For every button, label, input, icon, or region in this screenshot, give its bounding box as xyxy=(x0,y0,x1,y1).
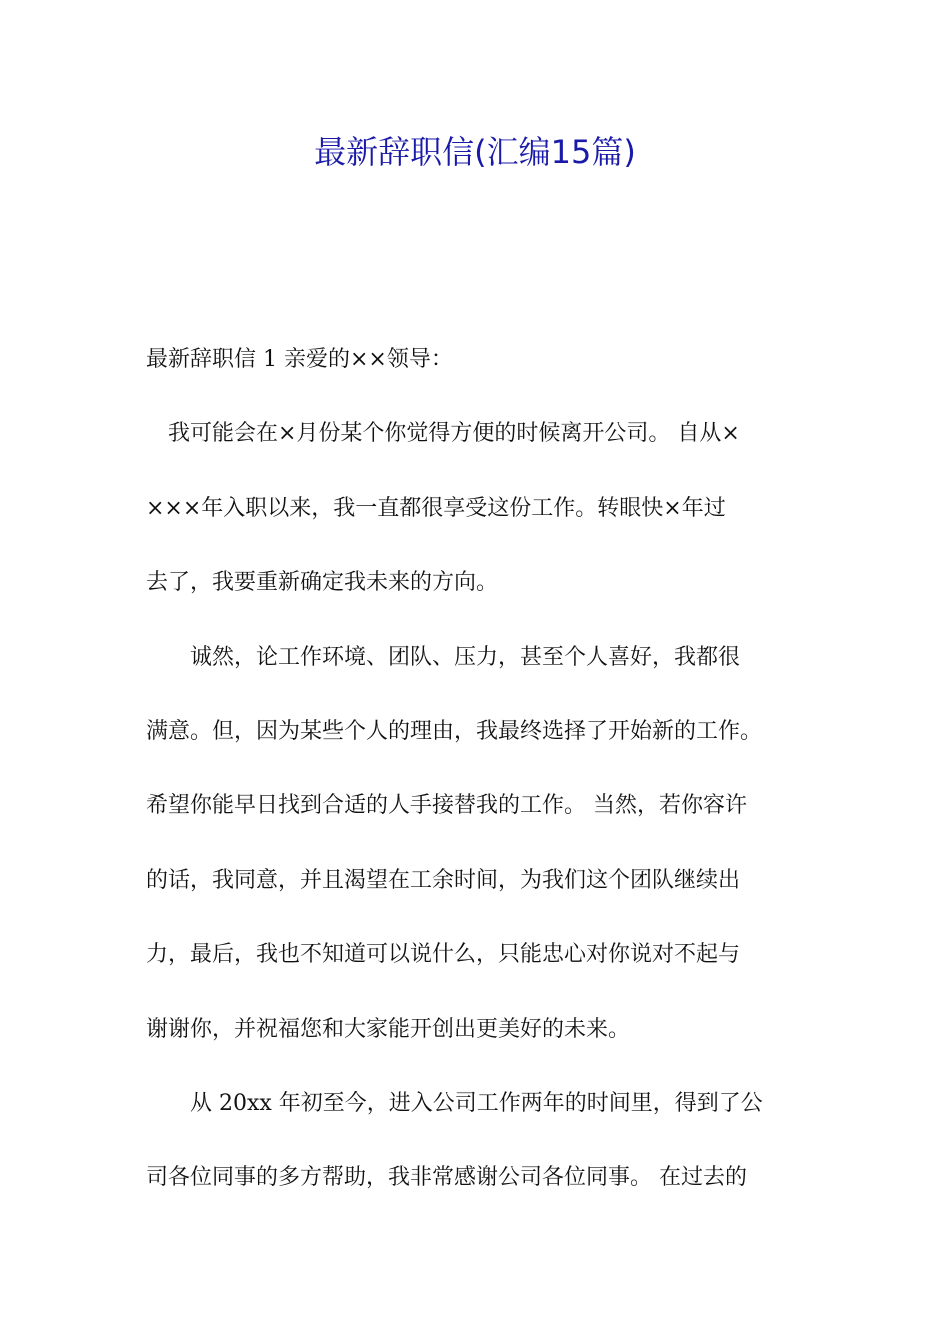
line-text: 去了，我要重新确定我未来的方向。 xyxy=(146,570,499,596)
paragraph-line xyxy=(146,784,816,858)
paragraph-line xyxy=(146,487,816,561)
line-text: 我可能会在×月份某个你觉得方便的时候离开公司。 自从× xyxy=(168,421,740,447)
line-text: ×××年入职以来，我一直都很享受这份工作。转眼快×年过 xyxy=(146,495,726,521)
paragraph-line xyxy=(146,933,816,1007)
line-text: 谢谢你，并祝福您和大家能开创出更美好的未来。 xyxy=(146,1016,631,1042)
line-text: 满意。但，因为某些个人的理由，我最终选择了开始新的工作。 xyxy=(146,718,763,744)
paragraph-line xyxy=(146,859,816,933)
document-body xyxy=(146,338,816,1231)
line-text: 司各位同事的多方帮助，我非常感谢公司各位同事。 在过去的 xyxy=(146,1165,747,1191)
paragraph-line xyxy=(146,1156,816,1230)
line-text: 从 20xx 年初至今，进入公司工作两年的时间里，得到了公 xyxy=(190,1090,763,1116)
line-text: 力，最后，我也不知道可以说什么，只能忠心对你说对不起与 xyxy=(146,942,741,968)
paragraph-line xyxy=(146,561,816,635)
paragraph-line xyxy=(146,338,816,412)
paragraph-line xyxy=(146,412,816,486)
paragraph-line xyxy=(146,1008,816,1082)
paragraph-line xyxy=(146,1082,816,1156)
line-text: 希望你能早日找到合适的人手接替我的工作。 当然，若你容许 xyxy=(146,793,747,819)
line-text: 的话，我同意，并且渴望在工余时间，为我们这个团队继续出 xyxy=(146,867,741,893)
line-text: 最新辞职信 1 亲爱的××领导： xyxy=(146,347,453,372)
document-title: 最新辞职信(汇编15篇) xyxy=(314,133,636,171)
paragraph-line xyxy=(146,710,816,784)
line-text: 诚然，论工作环境、团队、压力，甚至个人喜好，我都很 xyxy=(190,644,741,670)
paragraph-line xyxy=(146,636,816,710)
